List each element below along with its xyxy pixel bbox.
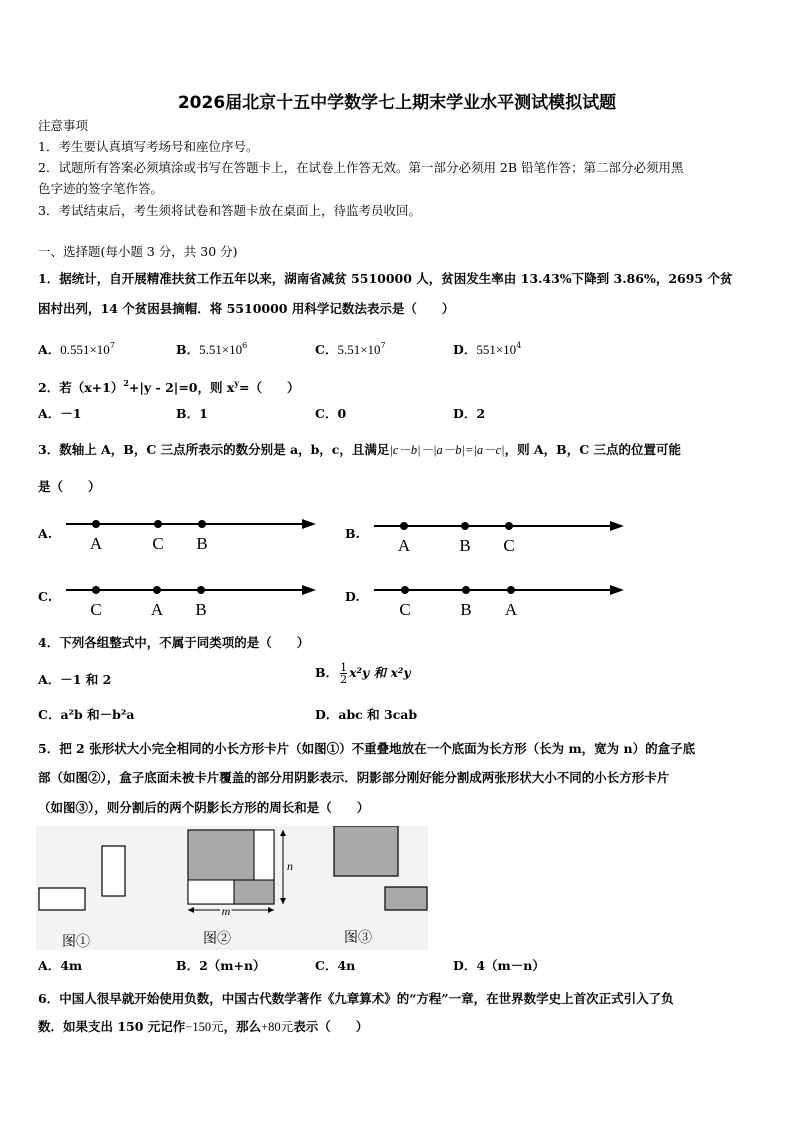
figure-label: 图① xyxy=(62,935,90,950)
q5-stem-line2: 部（如图②），盒子底面未被卡片覆盖的部分用阴影表示．阴影部分刚好能分割成两张形状大小不同的小长方形卡片 xyxy=(38,770,670,785)
fraction-half: $\frac{1}{2}$ xyxy=(340,661,348,686)
dimension-n: n xyxy=(287,859,293,873)
q2-option-b[interactable]: B．1 xyxy=(176,406,208,421)
card-horizontal xyxy=(39,888,85,910)
point-dot xyxy=(505,522,513,530)
q5-option-d[interactable]: D．4（m－n） xyxy=(453,958,545,973)
q5-option-b[interactable]: B．2（m+n） xyxy=(176,958,266,973)
q4-option-a[interactable]: A．－1 和 2 xyxy=(38,672,112,687)
point-dot xyxy=(198,520,206,528)
point-label: A xyxy=(150,600,164,619)
point-dot xyxy=(154,520,162,528)
q2-option-d[interactable]: D．2 xyxy=(453,406,486,421)
point-label: A xyxy=(504,600,518,619)
notice-item: 2．试题所有答案必须填涂或书写在答题卡上，在试卷上作答无效。第一部分必须用 2B 铅笔作答；第二部分必须用黑 xyxy=(38,160,684,175)
q3-option-d-label[interactable]: D. xyxy=(345,589,360,604)
notice-item: 1．考生要认真填写考场号和座位序号。 xyxy=(38,139,259,154)
q5-option-a[interactable]: A．4m xyxy=(38,958,83,973)
q2-option-a[interactable]: A．－1 xyxy=(38,406,82,421)
q1-option-b[interactable]: B．$5.51\times 10^6$ xyxy=(176,341,248,357)
notice-heading: 注意事项 xyxy=(38,118,89,133)
point-dot xyxy=(462,586,470,594)
q3-stem-line1: 3．数轴上 A，B，C 三点所表示的数分别是 a，b，c，且满足|c－b|－|a－b|=|a－c|，则 A，B，C 三点的位置可能 xyxy=(38,442,681,457)
point-dot xyxy=(153,586,161,594)
shaded-rectangle-small xyxy=(385,887,427,910)
q3-option-a-label[interactable]: A. xyxy=(38,526,53,541)
q6-stem-line1: 6．中国人很早就开始使用负数，中国古代数学著作《九章算术》的“方程”一章，在世界数学史上首次正式引入了负 xyxy=(38,991,674,1006)
q3-option-c-label[interactable]: C. xyxy=(38,589,53,604)
point-label: A xyxy=(397,536,411,555)
point-label: C xyxy=(152,534,164,553)
figure-label: 图③ xyxy=(344,931,372,946)
point-label: B xyxy=(195,600,207,619)
q1-stem-line2: 困村出列，14 个贫困县摘帽．将 5510000 用科学记数法表示是（ ） xyxy=(38,301,455,316)
point-dot xyxy=(197,586,205,594)
shaded-region xyxy=(188,830,254,880)
figure-label: 图② xyxy=(203,932,231,947)
q1-stem-line1: 1．据统计，自开展精准扶贫工作五年以来，湖南省减贫 5510000 人，贫困发生率由 13.43%下降到 3.86%，2695 个贫 xyxy=(38,271,733,286)
q3-option-b-label[interactable]: B. xyxy=(345,526,360,541)
q1-option-d[interactable]: D．$551\times 10^4$ xyxy=(453,341,522,357)
point-label: B xyxy=(460,600,472,619)
notice-item: 色字迹的签字笔作答。 xyxy=(38,181,164,196)
q5-stem-line3: （如图③），则分割后的两个阴影长方形的周长和是（ ） xyxy=(38,800,370,815)
q5-stem-line1: 5．把 2 张形状大小完全相同的小长方形卡片（如图①）不重叠地放在一个底面为长方形（长为 m，宽为 n）的盒子底 xyxy=(38,741,696,756)
q2-stem: 2．若$(x+1)^2+|y - 2|=0$，则 $x^y=$（ ） xyxy=(38,378,300,395)
point-label: B xyxy=(459,536,471,555)
q2-option-c[interactable]: C．0 xyxy=(315,406,347,421)
point-label: C xyxy=(399,600,411,619)
point-dot xyxy=(461,522,469,530)
point-label: A xyxy=(89,534,103,553)
q3-stem-line2: 是（ ） xyxy=(38,479,101,494)
q4-option-c[interactable]: C．a²b 和－b²a xyxy=(38,707,135,722)
q4-stem: 4．下列各组整式中，不属于同类项的是（ ） xyxy=(38,635,310,650)
point-dot xyxy=(92,520,100,528)
card-horizontal xyxy=(188,880,234,904)
q1-option-a[interactable]: A．$0.551\times 10^7$ xyxy=(38,341,115,357)
q5-figures xyxy=(36,826,428,950)
q3-numberline-a xyxy=(60,510,322,556)
dimension-m: m xyxy=(221,904,231,918)
point-dot xyxy=(92,586,100,594)
q3-numberline-c xyxy=(60,576,322,622)
q1-option-c[interactable]: C．$5.51\times 10^7$ xyxy=(315,341,386,357)
point-dot xyxy=(507,586,515,594)
point-dot xyxy=(401,586,409,594)
q4-option-b[interactable]: B． $\frac{1}{2}$ x²y 和 x²y xyxy=(315,661,411,686)
shaded-rectangle-large xyxy=(334,826,398,876)
card-vertical xyxy=(102,846,125,896)
section-heading: 一、选择题(每小题 3 分，共 30 分) xyxy=(38,244,238,259)
point-label: C xyxy=(503,536,515,555)
q3-numberline-d xyxy=(368,576,630,622)
notice-item: 3．考试结束后，考生须将试卷和答题卡放在桌面上，待监考员收回。 xyxy=(38,203,421,218)
q6-stem-line2: 数．如果支出 150 元记作−150元，那么+80元表示（ ） xyxy=(38,1019,369,1034)
q5-option-c[interactable]: C．4n xyxy=(315,958,356,973)
point-label: B xyxy=(196,534,208,553)
q4-option-d[interactable]: D．abc 和 3cab xyxy=(315,707,418,722)
card-vertical xyxy=(254,830,274,880)
point-dot xyxy=(400,522,408,530)
shaded-region xyxy=(234,880,274,904)
point-label: C xyxy=(90,600,102,619)
page-title: 2026届北京十五中学数学七上期末学业水平测试模拟试题 xyxy=(177,93,617,113)
q3-numberline-b xyxy=(368,512,630,558)
